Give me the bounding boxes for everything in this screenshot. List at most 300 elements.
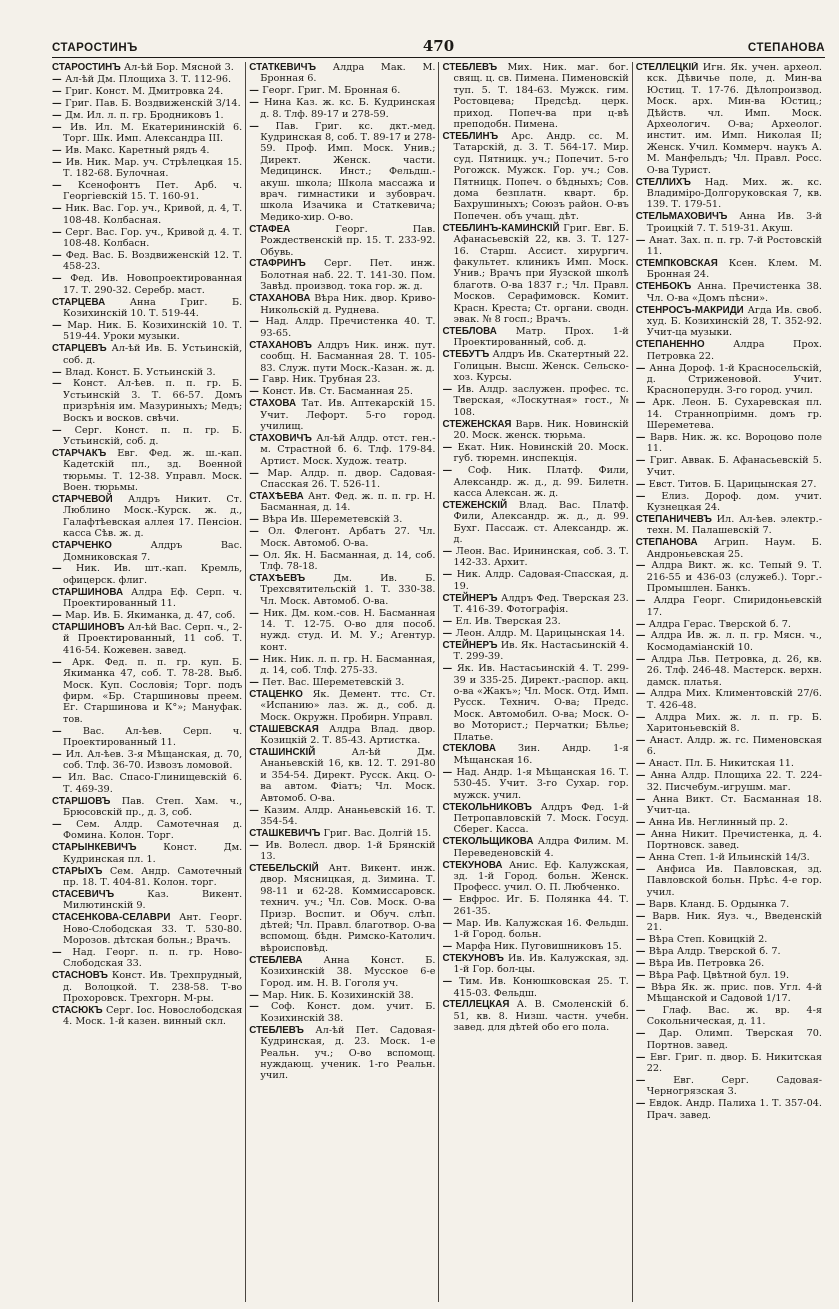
entry-text: Над. Георг. п. п. гр. Ново-Слободская 33. [63,946,243,970]
entry-text: Анаст. Алдр. ж. гс. Пименовская 6. [646,735,822,758]
entry-text: Ант. Викент. инж. двор. Мясницкая, д. Зимина. Т. 98-11 и 62-28. Коммиссаровск. технич. уч.; Чл. Сов. Моск. О-ва Призр. Воспит. и Обуч. слѣп. дѣтей; Чл. Правл. благотвор. О-ва вспомощ. бѣдн. Римско-Католич. вѣроисповѣд. [260,863,436,954]
entry-text: Вѣра Алдр. Тверской б. 7. [648,945,781,957]
sub-entry: — Екат. Ник. Новинскій 20. Моск. губ. тюремн. инспекція. [442,441,629,465]
surname-entry [442,419,628,442]
entry-text: Евфрос. Иг. Б. Полянка 44. Т. 261-35. [453,894,629,917]
sub-entry: — Ник. Дм. ком.-сов. Н. Басманная 14. Т. 12-75. О-во для пособ. нужд. студ. И. М. У.; Агентур. конт. [249,607,436,653]
surname-entry [442,999,628,1033]
sub-entry: — Евг. Григ. п. двор. Б. Никитская 22. [635,1051,822,1074]
surname-entry [52,587,242,610]
surname-entry [442,802,628,836]
sub-entry: — Анфиса Ив. Павловская, зд. Павловской больн. Прѣс. 4-е гор. учил. [635,864,822,898]
surname: СТАРЧЕНКО [52,540,112,552]
sub-entry: — Анаст. Алдр. ж. гс. Пименовская 6. [635,735,822,758]
entry-text: Анна. Пречистенка 38. Чл. О-ва «Домъ пѣсни». [646,281,822,304]
entry-text: Соф. Ник. Платф. Фили, Александр. ж. д., д. 99. Билетн. касса Алексан. ж. д. [453,465,629,500]
surname: СТЕКЛОВА [442,743,496,755]
sub-entry: — Ник. Ив. шт.-кап. Кремль, офицерск. флиг. [52,563,243,586]
entry-text: Ник. Ник. л. п. гр. Н. Басманная, д. 14, соб. Тлф. 275-33. [260,653,436,677]
surname-entry [442,743,628,766]
entry-text: Алдра Льв. Петровка, д. 26, кв. 26. Тлф. 246-48. Мастерск. верхн. дамск. платья. [646,653,822,688]
surname: СТАРШОВЪ [52,795,111,807]
sub-entry: — Мар. Ник. Б. Козихинскій 38. [249,989,414,1001]
entry-text: Ант. Георг. Ново-Слободская 33. Т. 530-80. Морозов. дѣтская больн.; Врачъ. [63,912,243,946]
sub-entry: — Вѣра Ив. Петровка 26. [635,957,765,969]
sub-entry: — Марфа Ник. Пуговишниковъ 15. [442,940,622,952]
surname: СТАРОСТИНЪ [52,62,121,73]
surname-entry [636,514,822,537]
entry-text: Влад. Вас. Платф. Фили, Александр. ж. д., д. 99. Бухг. Пассаж. ст. Александр. ж. д. [453,499,629,546]
surname: СТЕКУНОВЪ [442,952,504,964]
surname: СТЕЖЕНСКІЙ [442,499,508,511]
entry-text: Алдра Ив. ж. л. п. гр. Мясн. ч., Космодаміанскій 10. [646,630,822,653]
entry-text: Сем. Андр. Самотечный пр. 18. Т. 404-81. Колон. торг. [63,865,243,888]
entry-text: Гавр. Ник. Трубная 23. [262,374,381,386]
surname-entry [52,540,242,563]
sub-entry: — Глаф. Вас. ж. вр. 4-я Сокольническая, д. 11. [635,1004,822,1028]
entry-text: Ив. Ив. Калужская, зд. 1-й Гор. бол-цы. [453,952,629,976]
entry-text: Арс. Андр. сс. М. Татарскій, д. 3. Т. 564-17. Мир. суд. Пятницк. уч.; Попечит. 5-го Рогожск. Мужск. Гор. уч.; Сов. Пятницк. Попеч. о бѣдныхъ; Сов. дома безплатн. кварт. бр. Бахрушиныхъ; Союзъ район. О-въ Попечен. объ учащ. дѣт. [453,130,629,222]
sub-entry: — Евдок. Андр. Палиха 1. Т. 357-04. Прач. завед. [635,1098,822,1121]
surname: СТАФРИНЪ [249,258,306,270]
entry-text: Над. Мих. ж. кс. Владиміро-Долгоруковская 7, кв. 139. Т. 179-51. [646,176,822,211]
surname: СТЕЙНЕРЪ [442,639,498,651]
surname-entry [442,640,628,663]
entry-text: Анна Никит. Пречистенка, д. 4. Портновск. завед. [646,828,822,852]
sub-entry: — Гавр. Ник. Трубная 23. [249,374,381,386]
sub-entry: — Ник. Ник. л. п. гр. Н. Басманная, д. 14, соб. Тлф. 275-33. [249,653,436,677]
entry-text: Алдра Филим. М. Переведеновскій 4. [453,836,629,859]
surname-entry [52,343,242,366]
surname-entry [636,211,822,234]
surname: СТЕБЛИНЪ [442,130,499,142]
surname: СТАСНОВЪ [52,970,108,982]
directory-column-2 [245,62,438,1302]
surname: СТАРЫХЪ [52,865,103,877]
entry-text: Дар. Олимп. Тверская 70. Портнов. завед. [646,1028,822,1051]
page-number: 470 [422,37,455,55]
directory-column-4 [632,62,825,1302]
surname-entry [442,860,628,894]
surname: СТАХАНОВЪ [249,339,312,351]
entry-text: Вѣра Степ. Ковицкій 2. [648,933,768,945]
entry-text: Влад. Конст. Б. Устьинскій 3. [65,366,216,378]
surname: СТЕЛЛЕЦКІЙ [635,62,699,73]
entry-text: Ол. Як. Н. Басманная, д. 14, соб. Тлф. 78-18. [260,549,436,572]
sub-entry: — Ив. Волесл. двор. 1-й Брянскій 13. [249,839,436,863]
surname-entry [442,836,628,859]
surname-entry [442,131,628,222]
entry-text: Георг. Григ. М. Бронная 6. [262,85,401,97]
surname: СТАШИНСКІЙ [249,746,316,758]
surname-entry [442,593,628,616]
entry-text: Варв. Ник. Новинскій 20. Моск. женск. тюрьма. [453,418,629,441]
surname-entry [52,912,242,946]
surname: СТАРЧАКЪ [52,447,107,459]
surname-entry [52,796,242,819]
entry-text: Ел. Ив. Тверская 23. [455,616,561,627]
entry-text: Ник. Ив. шт.-кап. Кремль, офицерск. флиг. [63,563,243,586]
entry-text: Конст. Дм. Кудринская пл. 1. [63,842,243,865]
entry-text: Ив. Ник. Мар. уч. Стрѣлецкая 15. Т. 182-68. Булочная. [63,156,243,180]
surname-entry [52,1005,242,1028]
surname-entry [52,842,242,865]
entry-text: Алдра Георг. Спиридоньевскій 17. [646,595,822,618]
surname-entry [249,1025,435,1082]
sub-entry: — Георг. Григ. М. Бронная 6. [249,85,401,97]
entry-text: Глаф. Вас. ж. вр. 4-я Сокольническая, д. 11. [646,1004,822,1028]
entry-text: Анна Ив. 3-й Троицкій 7. Т. 519-31. Акуш. [646,211,822,234]
sub-entry: — Ив. Алдр. заслужен. профес. тс. Тверская, «Лоскутная» гост., № 108. [442,383,629,418]
surname: СТАХАНОВА [249,293,311,305]
sub-entry: — Евфрос. Иг. Б. Полянка 44. Т. 261-35. [442,894,629,917]
surname: СТЕЙНЕРЪ [442,592,498,604]
sub-entry: — Ол. Як. Н. Басманная, д. 14, соб. Тлф. 78-18. [249,549,436,572]
sub-entry: — Алдра Мих. ж. л. п. гр. Б. Харитоньевскій 8. [635,711,822,735]
entry-text: Ксенофонтъ Пет. Арб. ч. Георгіевскій 15. Т. 160-91. [63,180,243,203]
entry-text: Анат. Зах. п. п. гр. 7-й Ростовскій 11. [646,234,822,257]
sub-entry: — Ксенофонтъ Пет. Арб. ч. Георгіевскій 15. Т. 160-91. [52,180,243,203]
surname: СТЕБУТЪ [442,349,490,361]
sub-entry: — Вас. Ал-ѣев. Серп. ч. Проектированный 11. [52,725,243,749]
entry-text: Арк. Леон. Б. Сухаревская пл. 14. Страннопріимн. домъ гр. Шереметева. [646,397,822,432]
surname: СТАРЦЕВЪ [52,343,107,355]
surname: СТАЦЕНКО [249,688,303,700]
entry-text: Анфиса Ив. Павловская, зд. Павловской больн. Прѣс. 4-е гор. учил. [646,864,822,898]
sub-entry: — Мар. Ив. Калужская 16. Фельдш. 1-й Город. больн. [442,917,629,940]
entry-text: Дм. Ив. Б. Трехсвятительскій 1. Т. 330-38. Чл. Моск. Автомоб. О-ва. [260,572,436,607]
page-header [52,36,825,58]
sub-entry: — Конст. Ал-ѣев. п. п. гр. Б. Устьинскій 3. Т. 66-57. Домъ призрѣнія им. Мазуриныхъ; Медъ; Воскъ и восков. свѣчи. [52,378,243,424]
surname: СТЕБЛЕВЪ [442,62,498,73]
entry-text: Алдра Мих. ж. л. п. гр. Б. Харитоньевскій 8. [646,711,822,735]
surname-entry [52,970,242,1004]
entry-text: Григ. Конст. М. Дмитровка 24. [65,85,224,97]
surname: СТЕПАНЕННО [635,339,705,351]
entry-text: Ал-ѣй Алдр. отст. ген.-м. Страстной б. 6. Тлф. 179-84. Артист. Моск. Худож. театр. [260,433,436,467]
entry-text: Пав. Степ. Хам. ч., Брюсовскій пр., д. 3, соб. [63,795,243,818]
surname-entry [52,494,242,540]
surname-entry [249,293,435,316]
surname-entry [249,491,435,514]
surname-entry [52,448,242,494]
sub-entry: — Ол. Флегонт. Арбатъ 27. Чл. Моск. Автомоб. О-ва. [249,526,436,549]
entry-text: Варв. Кланд. Б. Ордынка 7. [648,898,790,910]
sub-entry: — Елиз. Дороф. дом. учит. Кузнецкая 24. [635,490,822,513]
entry-text: Алдръ Ив. Скатертный 22. Голицын. Высш. Женск. Сельско-хоз. Курсы. [453,349,629,383]
sub-entry: — Леон. Вас. Ирининская, соб. 3. Т. 142-33. Архит. [442,546,629,569]
entry-text: Алдра Еф. Серп. ч. Проектированный 11. [63,586,243,610]
sub-entry: — Мар. Ив. Б. Якиманка, д. 47, соб. [52,610,236,622]
surname: СТАРЫНКЕВИЧЪ [52,842,137,854]
surname-entry [249,828,435,839]
sub-entry: — Ил. Вас. Спасо-Глинищевскій 6. Т. 469-39. [52,772,243,795]
entry-text: Евдок. Андр. Палиха 1. Т. 357-04. Прач. завед. [646,1098,822,1121]
entry-text: Серг. Конст. п. п. гр. Б. Устьинскій, соб. д. [63,424,243,447]
surname: СТАРЧЕВОЙ [52,494,113,506]
surname-entry [636,177,822,211]
entry-text: Конст. Ив. Трехпрудный, д. Волоцкой. Т. 238-58. Т-во Прохоровск. Трехгорн. М-ры. [63,970,243,1004]
entry-text: Вѣра Ник. двор. Криво-Никольскій д. Руднева. [260,293,436,316]
sub-entry: — Ил. Ал-ѣев. 3-я Мѣщанская, д. 70, соб. Тлф. 36-70. Извозъ ломовой. [52,748,243,772]
entry-text: Зин. Андр. 1-я Мѣщанская 16. [453,743,629,766]
entry-text: Нина Каз. ж. кс. Б. Кудринская д. 8. Тлф. 89-17 и 278-59. [260,97,436,120]
sub-entry: — Пет. Вас. Шереметевскій 3. [249,677,405,689]
sub-entry: — Вѣра Ив. Шереметевскій 3. [249,514,403,526]
entry-text: Марфа Ник. Пуговишниковъ 15. [455,940,622,952]
entry-text: Алдръ Никит. Ст. Люблино Моск.-Курск. ж. д., Галафтѣевская аллея 17. Пенсіон. касса Сѣв. ж. д. [63,494,243,540]
entry-text: Ник. Дм. ком.-сов. Н. Басманная 14. Т. 12-75. О-во для пособ. нужд. студ. И. М. У.; Агентур. конт. [260,607,436,653]
sub-entry: — Анаст. Пл. Б. Никитская 11. [635,758,794,770]
sub-entry: — Леон. Алдр. М. Царицынская 14. [442,627,625,639]
sub-entry: — Конст. Ив. Ст. Басманная 25. [249,386,413,398]
sub-entry: — Арк. Фед. п. п. гр. куп. Б. Якиманка 47, соб. Т. 78-28. Выб. Моск. Куп. Сословія; Торг. подъ фирм. «Бр. Старшиновы преем. Ег. Старшинова и К°»; Мануфак. тов. [52,656,243,725]
entry-text: Екат. Ник. Новинскій 20. Моск. губ. тюремн. инспекція. [453,441,629,465]
surname-entry [249,433,435,467]
sub-entry: — Григ. Пав. Б. Воздвиженскій 3/14. [52,97,241,109]
surname: СТЕПАНИЧЕВЪ [635,513,712,525]
entry-text: Ив. Алдр. заслужен. профес. тс. Тверская, «Лоскутная» гост., № 108. [453,383,629,418]
entry-text: Ал-ѣй Ив. Б. Устьинскій, соб. д. [63,343,243,366]
surname-entry [442,500,628,546]
surname: СТЕБЛЕВА [249,954,303,966]
sub-entry: — Тим. Ив. Конюшковская 25. Т. 415-03. Фельдш. [442,976,629,999]
entry-text: Ив. Макс. Каретный рядъ 4. [65,144,210,156]
entry-text: Ил. Ал-ѣев. 3-я Мѣщанская, д. 70, соб. Тлф. 36-70. Извозъ ломовой. [63,748,243,772]
sub-entry: — Соф. Ник. Платф. Фили, Александр. ж. д., д. 99. Билетн. касса Алексан. ж. д. [442,465,629,500]
entry-text: Анна Алдр. Площиха 22. Т. 224-32. Писчебум.-игрушм. маг. [646,770,822,793]
entry-text: Ил. Вас. Спасо-Глинищевскій 6. Т. 469-39. [63,772,243,795]
surname: СТЕКОЛЬЩИКОВА [442,836,534,848]
entry-text: Мар. Алдр. п. двор. Садовая-Спасская 26. Т. 526-11. [260,467,436,491]
entry-text: Алдръ Фед. Тверская 23. Т. 416-39. Фотографія. [453,592,629,616]
entry-text: Григ. Аввак. Б. Афанасьевскій 5. Учит. [646,455,822,478]
surname: СТЕНБОКЪ [635,281,692,293]
surname-entry [636,537,822,560]
surname: СТАХѢЕВЪ [249,572,306,584]
entry-text: Варв. Ник. ж. кс. Вороцово поле 11. [646,432,822,455]
surname-entry [249,955,435,989]
surname-entry [249,224,435,258]
surname: СТЕЛЬМАХОВИЧЪ [635,211,728,223]
sub-entry: — Нина Каз. ж. кс. Б. Кудринская д. 8. Тлф. 89-17 и 278-59. [249,97,436,120]
surname-entry [249,724,435,747]
sub-entry: — Фед. Ив. Новопроектированная 17. Т. 290-32. Серебр. маст. [52,273,243,296]
entry-text: Ал-ѣй Пет. Садовая-Кудринская, д. 23. Моск. 1-е Реальн. уч.; О-во вспомощ. нуждающ. ученик. 1-го Реальн. учил. [260,1024,436,1082]
entry-text: Игн. Як. учен. археол. кск. Дѣвичье поле, д. Мин-ва Юстиц. Т. 17-76. Дѣлопроизвод. Моск. арх. Мин-ва Юстиц.; Дѣйств. чл. Имп. Моск. Археологич. О-ва; Археолог. инстит. им. Имп. Николая II; Женск. Учил. Коммерч. наукъ А. М. Манфельдъ; Чл. Правл. Росс. О-ва Турист. [646,62,822,176]
entry-text: Матр. Прох. 1-й Проектированный, соб. д. [453,325,629,349]
sub-entry: — Сем. Алдр. Самотечная д. Фомина. Колон. Торг. [52,818,243,842]
surname-entry [249,62,435,85]
surname: СТЕКУНОВА [442,859,503,871]
sub-entry: — Ник. Алдр. Садовая-Спасская, д. 19. [442,569,629,592]
surname: СТАШКЕВИЧЪ [249,827,321,839]
surname: СТАРЦЕВА [52,296,106,308]
entry-text: Ал-ѣй Вас. Серп. ч., 2-й Проектированный, 11 соб. Т. 416-54. Кожевен. завед. [63,622,243,656]
entry-text: Мар. Ив. Б. Якиманка, д. 47, соб. [65,610,236,622]
entry-text: Мар. Ник. Б. Козихинскій 38. [262,989,414,1001]
surname-entry [249,747,435,804]
entry-text: Пав. Григ. кс. дкт.-мед. Кудринская 8, соб. Т. 89-17 и 278-59. Проф. Имп. Моск. Унив.; Директ. Женск. части. Медицинск. Инст.; Фельдш.-акуш. школа; Школа массажа и врач. гимнастики и зубоврач. школа Изачика и Статкевича; Медико-хир. О-во. [260,120,436,223]
entry-text: Алдръ Фед. 1-й Петропавловскій 7. Моск. Госуд. Сберег. Касса. [453,801,629,836]
entry-text: Анис. Еф. Калужская, зд. 1-й Город. больн. Женск. Професс. учил. О. П. Любченко. [453,859,629,894]
entry-text: Вѣра Як. ж. прис. пов. Угл. 4-й Мѣщанской и Садовой 1/17. [646,981,822,1004]
entry-text: Алдра Мак. М. Бронная 6. [260,62,436,85]
entry-text: Григ. Пав. Б. Воздвиженскій 3/14. [65,97,241,109]
surname: СТЕКОЛЬНИКОВЪ [442,801,532,813]
running-head-left: СТАРОСТИНЪ [52,42,138,54]
surname-entry [52,866,242,889]
surname: СТАСЕНКОВА-СЕЛАВРИ [52,912,171,924]
surname-entry [636,305,822,339]
entry-text: Ил. Ал-ѣев. электр.-техн. М. Палашевскій 7. [646,513,822,537]
sub-entry: — Евг. Серг. Садовая-Черногрязская 3. [635,1074,822,1098]
entry-text: Мар. Ник. Б. Козихинскій 10. Т. 519-44. Уроки музыки. [63,319,243,343]
entry-text: Ив. Ил. М. Екатерининскій 6. Торг. Шк. Имп. Александра III. [63,121,243,144]
entry-text: Анна Григ. Б. Козихинскій 10. Т. 519-44. [63,296,243,320]
sub-entry: — Анна Викт. Ст. Басманная 18. Учит-ца. [635,793,822,816]
surname-entry [52,62,242,73]
surname: СТАРШИНОВА [52,586,124,598]
sub-entry: — Над. Андр. 1-я Мѣщанская 16. Т. 530-45. Учит. 3-го Сухар. гор. мужск. учил. [442,766,629,801]
surname-entry [249,689,435,723]
surname: СТЕЖЕНСКАЯ [442,418,512,430]
surname: СТЕЛЛИХЪ [635,176,691,188]
entry-text: Ал-ѣй Бор. Мясной 3. [123,62,234,73]
entry-text: Як. Ив. Настасьинскій 4. Т. 299-39 и 335-25. Директ.-распор. акц. о-ва «Жакъ»; Чл. Моск. Отд. Имп. Русск. Технич. О-ва; Предс. Моск. Автомобил. О-ва; Моск. О-во Моторист.; Перчатки; Бѣлье; Платье. [453,663,629,743]
entry-text: Ник. Вас. Гор. уч., Кривой, д. 4, Т. 108-48. Колбасная. [63,203,243,226]
entry-text: Серг. Вас. Гор. уч., Кривой д. 4. Т. 108-48. Колбасн. [63,226,243,250]
surname: СТЕБЕЛЬСКІЙ [249,863,319,875]
entry-text: Анна Ив. Неглинный пр. 2. [648,816,789,828]
entry-text: Ал-ѣй Дм. Площиха 3. Т. 112-96. [65,73,232,85]
entry-text: Анна Степ. 1-й Ильинскій 14/3. [648,852,810,864]
surname: СТЕБЛОВА [442,325,497,337]
sub-entry: — Вѣра Як. ж. прис. пов. Угл. 4-й Мѣщанской и Садовой 1/17. [635,981,822,1004]
surname-entry [52,889,242,912]
surname: СТЕЛЛЕЦКАЯ [442,999,510,1011]
entry-text: Леон. Вас. Ирининская, соб. 3. Т. 142-33. Архит. [453,546,629,569]
sub-entry: — Ел. Ив. Тверская 23. [442,616,561,627]
surname-entry [249,863,435,954]
entry-text: Анна Конст. Б. Козихинскій 38. Мусское 6-е Город. им. Н. В. Гоголя уч. [260,954,436,989]
entry-text: Конст. Ал-ѣев. п. п. гр. Б. Устьинскій 3. Т. 66-57. Домъ призрѣнія им. Мазуриныхъ; Медъ; Воскъ и восков. свѣчи. [63,378,243,424]
surname-entry [249,258,435,292]
sub-entry: — Фед. Вас. Б. Воздвиженскій 12. Т. 458-23. [52,250,243,273]
sub-entry: — Вѣра Степ. Ковицкій 2. [635,933,768,945]
surname: СТАФЕА [249,223,291,235]
entry-text: Леон. Алдр. М. Царицынская 14. [455,627,625,639]
entry-text: Казим. Алдр. Ананьевскій 16. Т. 354-54. [260,804,436,827]
sub-entry: — Варв. Ник. ж. кс. Вороцово поле 11. [635,432,822,455]
entry-text: Над. Андр. 1-я Мѣщанская 16. Т. 530-45. Учит. 3-го Сухар. гор. мужск. учил. [453,766,629,801]
entry-text: Евст. Титов. Б. Царицынская 27. [648,478,817,490]
sub-entry: — Варв. Ник. Яуз. ч., Введенскій 21. [635,910,822,934]
entry-text: Ник. Алдр. Садовая-Спасская, д. 19. [453,569,629,592]
entry-text: Тат. Ив. Аптекарскій 15. Учит. Лефорт. 5-го город. училищ. [260,398,436,433]
sub-entry: — Анат. Зах. п. п. гр. 7-й Ростовскій 11. [635,234,822,257]
entry-text: Фед. Вас. Б. Воздвиженскій 12. Т. 458-23. [63,250,243,273]
sub-entry: — Варв. Кланд. Б. Ордынка 7. [635,898,790,910]
sub-entry: — Над. Георг. п. п. гр. Ново-Слободская 33. [52,946,243,970]
entry-text: Серг. Іос. Новослободская 4. Моск. 1-й казен. винный скл. [63,1004,243,1028]
entry-text: Пет. Вас. Шереметевскій 3. [262,677,405,689]
surname-entry [636,62,822,176]
entry-text: Алдра Викт. ж. кс. Тепый 9. Т. 216-55 и 436-03 (служеб.). Торг.-Промышлен. Банкъ. [646,560,822,595]
running-head-right: СТЕПАНОВА [747,42,825,54]
surname: СТЕМПКОВСКАЯ [635,257,718,269]
entry-text: Соф. Конст. дом. учит. Б. Козихинскій 38. [260,1001,436,1024]
entry-text: Каз. Викент. Милютинскій 9. [63,888,243,912]
surname-entry [442,62,628,130]
surname-entry [442,349,628,383]
entry-text: Мих. Ник. маг. бог. свящ. ц. св. Пимена. Пименовскій туп. 5. Т. 184-63. Мужск. гим. Ростовцева; Предсѣд. церк. приход. Попеч-ва при ц-вѣ преподобн. Пимена. [453,62,629,131]
sub-entry: — Анна Ив. Неглинный пр. 2. [635,816,789,828]
sub-entry: — Ив. Ник. Мар. уч. Стрѣлецкая 15. Т. 182-68. Булочная. [52,156,243,180]
entry-text: Вѣра Ив. Петровка 26. [648,957,765,969]
entry-text: Георг. Пав. Рождественскій пр. 15. Т. 233-92. Обувь. [260,223,436,258]
surname-entry [52,622,242,656]
sub-entry: — Евст. Титов. Б. Царицынская 27. [635,478,817,490]
sub-entry: — Анна Дороф. 1-й Красносельскій, д. Стриженовой. Учит. Красноперудн. 3-го город. учил. [635,362,822,397]
surname-entry [249,340,435,374]
sub-entry: — Арк. Леон. Б. Сухаревская пл. 14. Страннопріимн. домъ гр. Шереметева. [635,397,822,432]
entry-text: Вѣра Ив. Шереметевскій 3. [262,514,403,526]
entry-text: Серг. Пет. инж. Болотная наб. 22. Т. 141-30. Пом. Завѣд. производ. тока гор. ж. д. [260,258,436,293]
sub-entry: — Анна Степ. 1-й Ильинскій 14/3. [635,852,810,864]
sub-entry: — Казим. Алдр. Ананьевскій 16. Т. 354-54. [249,804,436,827]
surname-entry [442,953,628,976]
surname-entry [636,258,822,281]
entry-text: Як. Демент. ттс. Ст. «Испанию» лаз. ж. д., соб. д. Моск. Окружн. Пробирн. Управл. [260,688,436,723]
entry-text: Агда Ив. своб. худ. Б. Козихинскій 28, Т. 352-92. Учит-ца музыки. [646,304,822,339]
entry-text: Алдра Мих. Климентовскій 27/6. Т. 426-48. [646,688,822,711]
entry-text: Мар. Ив. Калужская 16. Фельдш. 1-й Город. больн. [453,917,629,940]
surname: СТЕНРОСЪ-МАКРИДИ [635,304,744,316]
entry-text: Елиз. Дороф. дом. учит. Кузнецкая 24. [646,490,822,513]
entry-text: Тим. Ив. Конюшковская 25. Т. 415-03. Фельдш. [453,976,629,999]
sub-entry: — Соф. Конст. дом. учит. Б. Козихинскій 38. [249,1001,436,1024]
sub-entry: — Вѣра Раф. Цвѣтной бул. 19. [635,969,790,981]
sub-entry: — Над. Алдр. Пречистенка 40. Т. 93-65. [249,316,436,339]
entry-text: Григ. Вас. Долгій 15. [323,827,432,839]
entry-text: Вас. Ал-ѣев. Серп. ч. Проектированный 11. [63,725,243,749]
entry-text: Вѣра Раф. Цвѣтной бул. 19. [648,969,790,981]
entry-text: Григ. Евг. Б. Афанасьевскій 22, кв. 3. Т. 127-16. Старш. Ассист. хирургич. факультет. клиникъ Имп. Моск. Унив.; Врачъ при Яузской школѣ благотв. О-ва 1837 г.; Чл. Правл. Москов. Серафимовск. Комит. Красн. Креста; Ст. органи. сводн. эвак. № 8 госп.; Врачъ. [453,222,629,325]
sub-entry: — Серг. Конст. п. п. гр. Б. Устьинскій, соб. д. [52,424,243,447]
surname-entry [442,326,628,349]
entry-text: А. В. Смоленскій б. 51, кв. 8. Низш. частн. учебн. завед. для дѣтей обо его пола. [453,999,629,1034]
entry-text: Ал-ѣй Дм. Ананьевскій 16, кв. 12. Т. 291-80 и 354-54. Директ. Русск. Акц. О-ва автом. Фіатъ; Чл. Моск. Автомоб. О-ва. [260,746,436,804]
surname-entry [52,297,242,320]
entry-text: Над. Алдр. Пречистенка 40. Т. 93-65. [260,316,436,339]
entry-text: Алдра Прох. Петровка 22. [646,339,822,362]
entry-text: Алдръ Ник. инж. пут. сообщ. Н. Басманная 28. Т. 105-83. Служ. пути Моск.-Казан. ж. д. [260,339,436,374]
entry-text: Ив. Волесл. двор. 1-й Брянскій 13. [260,839,436,863]
surname: СТАРШИНОВЪ [52,622,125,633]
entry-text: Ив. Як. Настасьинскій 4. Т. 299-39. [453,639,629,663]
surname: СТЕБЛЕВЪ [249,1024,304,1036]
sub-entry: — Вѣра Алдр. Тверской б. 7. [635,945,781,957]
entry-text: Алдра Герас. Тверской б. 7. [648,618,791,630]
entry-text: Анна Викт. Ст. Басманная 18. Учит-ца. [646,793,822,816]
sub-entry: — Ал-ѣй Дм. Площиха 3. Т. 112-96. [52,73,232,85]
sub-entry: — Алдра Ив. ж. л. п. гр. Мясн. ч., Космодаміанскій 10. [635,630,822,653]
surname: СТАХѢЕВА [249,491,304,503]
entry-text: Алдра Влад. двор. Козицкій 2. Т. 85-43. Артистка. [260,723,436,747]
surname-entry [442,223,628,326]
directory-column-3 [438,62,631,1302]
